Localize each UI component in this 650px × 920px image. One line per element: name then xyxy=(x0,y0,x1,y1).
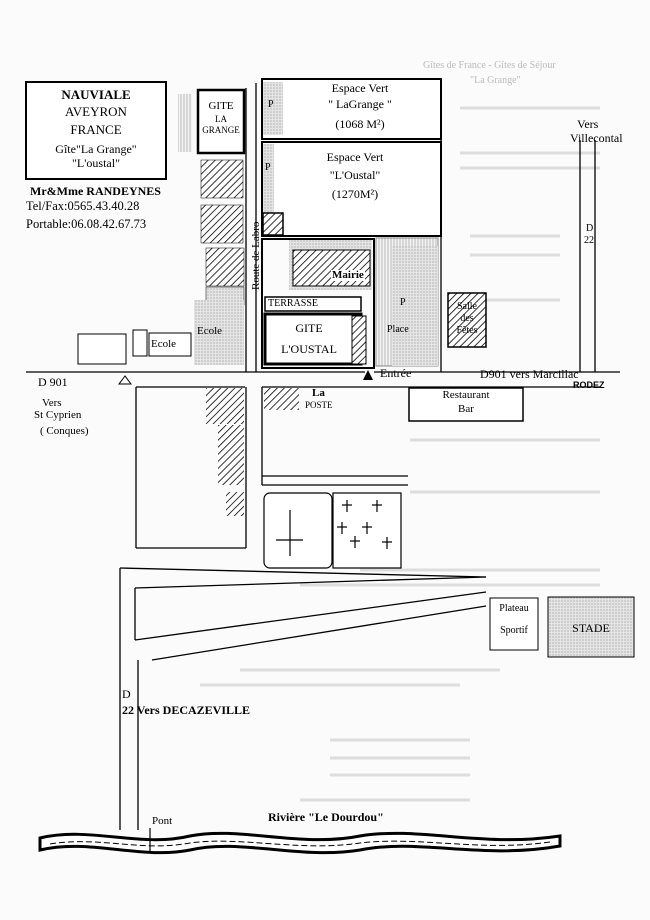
conques-label: ( Conques) xyxy=(40,425,89,437)
d22-north-label-2: 22 xyxy=(584,235,594,246)
parking-grange-icon: P xyxy=(268,99,274,110)
grange-shaded xyxy=(178,94,192,152)
route-labro-label: Route de Labro xyxy=(250,221,262,290)
parking-place-icon: P xyxy=(400,297,406,308)
ecole-label-1: Ecole xyxy=(197,325,223,337)
parking-oustal xyxy=(263,144,274,214)
contact-gite-oustal: "L'oustal" xyxy=(72,156,120,170)
contact-gite-grange: Gîte"La Grange" xyxy=(55,142,137,156)
mairie-label: Mairie xyxy=(332,269,364,281)
contact-village: NAUVIALE xyxy=(61,87,131,102)
espace-grange-label-1: Espace Vert xyxy=(331,81,389,95)
background-header: Gîtes de France - Gîtes de Séjour xyxy=(423,60,556,71)
d901-west-label: D 901 xyxy=(38,375,68,389)
gite-grange-label-1: GITE xyxy=(208,100,234,112)
restaurant-label-2: Bar xyxy=(458,403,474,415)
espace-oustal-label-2: "L'Oustal" xyxy=(329,168,381,182)
d901-east-label: D901 vers Marcillac xyxy=(480,367,579,381)
villecontal-label-2: Villecontal xyxy=(570,131,623,145)
salle-label-3: Fêtes xyxy=(456,325,478,336)
rodez-label: RODEZ xyxy=(573,380,605,390)
landmark-triangle-icon xyxy=(119,376,131,384)
place-shaded xyxy=(392,246,438,366)
gite-grange-label-3: GRANGE xyxy=(202,125,240,135)
village-houses-west xyxy=(201,160,244,305)
pont-label: Pont xyxy=(152,815,173,827)
stade-label: STADE xyxy=(572,621,610,635)
gite-oustal-label-2: L'OUSTAL xyxy=(281,342,337,356)
river-label: Rivière "Le Dourdou" xyxy=(268,810,384,824)
contact-department: AVEYRON xyxy=(65,104,127,119)
espace-grange-label-3: (1068 M²) xyxy=(335,117,385,131)
river-dourdou xyxy=(40,833,560,852)
espace-oustal-label-1: Espace Vert xyxy=(326,150,384,164)
background-subheader: "La Grange" xyxy=(470,75,521,86)
d22-north-label-1: D xyxy=(586,223,594,234)
salle-label-2: des xyxy=(460,313,474,324)
st-cyprien-label-2: St Cyprien xyxy=(34,409,82,421)
d22-south-label: D xyxy=(122,687,131,701)
terrasse-label: TERRASSE xyxy=(268,298,319,309)
st-cyprien-label-1: Vers xyxy=(42,397,62,409)
salle-label-1: Salle xyxy=(457,301,477,312)
phone-fax: Tel/Fax:0565.43.40.28 xyxy=(26,199,140,213)
restaurant-label-1: Restaurant xyxy=(442,389,490,401)
villecontal-label-1: Vers xyxy=(577,117,599,131)
gite-oustal-label-1: GITE xyxy=(295,321,323,335)
entree-label: Entrée xyxy=(380,366,412,380)
gite-grange-label-2: LA xyxy=(215,114,227,124)
owner-name: Mr&Mme RANDEYNES xyxy=(30,184,161,198)
parking-oustal-icon: P xyxy=(265,162,271,173)
cemetery-old xyxy=(264,493,332,568)
ecole-yard xyxy=(78,334,126,364)
contact-country: FRANCE xyxy=(70,122,122,137)
mobile-phone: Portable:06.08.42.67.73 xyxy=(26,217,147,231)
poste-label-2: POSTE xyxy=(305,400,333,410)
decazeville-label: 22 Vers DECAZEVILLE xyxy=(122,703,251,717)
plateau-label-2: Sportif xyxy=(500,625,528,636)
oustal-annex xyxy=(263,213,283,235)
oustal-annex-2 xyxy=(352,316,366,364)
espace-oustal-label-3: (1270M²) xyxy=(331,187,379,201)
espace-grange-label-2: " LaGrange " xyxy=(328,97,392,111)
place-label: Place xyxy=(387,324,409,335)
poste-label-1: La xyxy=(312,387,325,399)
ecole-label-2: Ecole xyxy=(151,338,177,350)
ecole-annex xyxy=(133,330,147,356)
plateau-label-1: Plateau xyxy=(499,603,529,614)
